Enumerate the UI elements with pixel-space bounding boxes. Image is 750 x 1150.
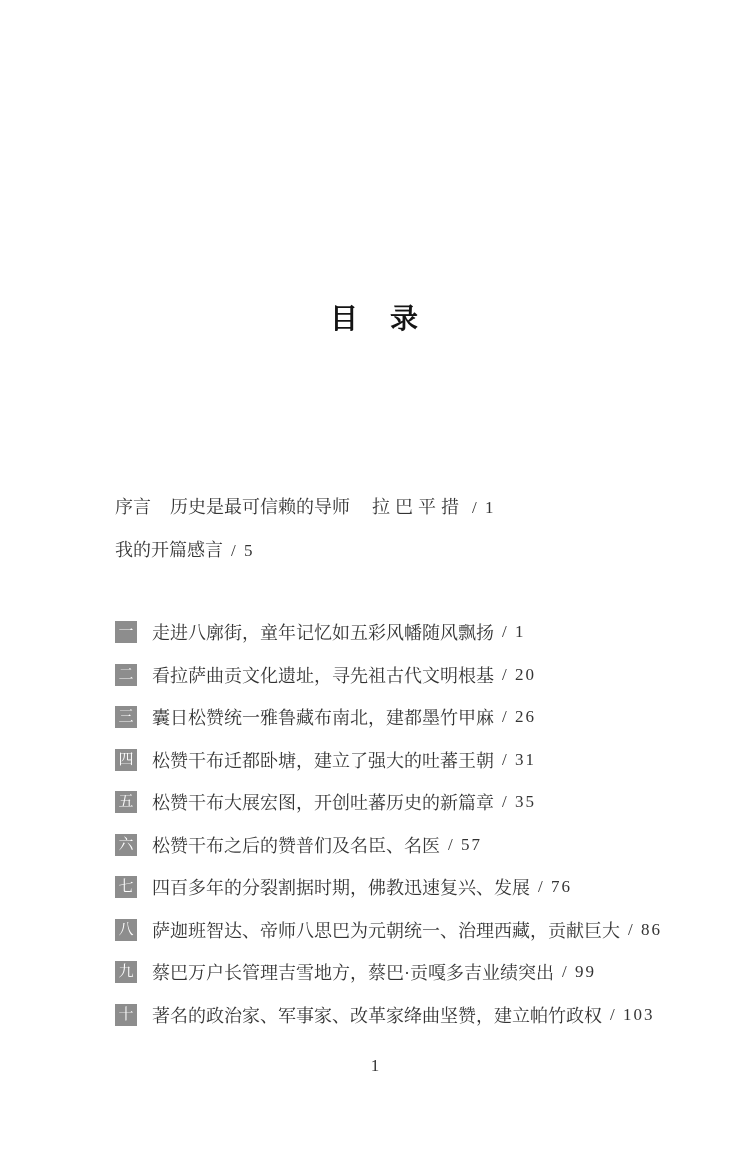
preface-label: 序言 <box>115 497 151 517</box>
chapter-title: 松赞干布迁都卧塘，建立了强大的吐蕃王朝 <box>152 750 494 771</box>
chapter-number-badge: 七 <box>115 876 137 898</box>
preface-entry <box>115 539 495 561</box>
preface-entry <box>115 496 495 518</box>
toc-entry <box>115 749 662 771</box>
toc-title: 目 录 <box>329 304 420 335</box>
toc-entry <box>115 706 662 728</box>
preface-section <box>115 496 495 582</box>
page-ref: / 99 <box>562 962 596 981</box>
page-ref: / 76 <box>538 877 572 896</box>
page-ref: / 5 <box>231 541 255 560</box>
chapter-title: 萨迦班智达、帝师八思巴为元朝统一、治理西藏，贡献巨大 <box>152 920 620 941</box>
chapter-title: 松赞干布大展宏图，开创吐蕃历史的新篇章 <box>152 793 494 813</box>
chapter-number-badge: 六 <box>115 834 137 856</box>
toc-entry <box>115 876 662 898</box>
page-ref: / 57 <box>448 834 482 854</box>
chapter-number-badge: 二 <box>115 664 137 686</box>
chapter-title: 松赞干布之后的赞普们及名臣、名医 <box>152 835 440 856</box>
page-ref: / 31 <box>502 749 536 769</box>
page-ref: / 1 <box>472 498 496 517</box>
chapter-number-badge: 九 <box>115 961 137 983</box>
page-ref: / 26 <box>502 707 536 726</box>
toc-entry <box>115 834 662 856</box>
page-ref: / 35 <box>502 792 536 811</box>
chapter-list <box>115 621 662 1046</box>
page-ref: / 103 <box>610 1004 655 1024</box>
chapter-title: 走进八廓街，童年记忆如五彩风幡随风飘扬 <box>152 623 494 643</box>
toc-entry <box>115 621 662 643</box>
chapter-title: 囊日松赞统一雅鲁藏布南北，建都墨竹甲麻 <box>152 708 494 728</box>
chapter-title: 著名的政治家、军事家、改革家绛曲坚赞，建立帕竹政权 <box>152 1005 602 1026</box>
page-ref: / 20 <box>502 664 536 684</box>
chapter-number-badge: 一 <box>115 621 137 643</box>
chapter-number-badge: 三 <box>115 706 137 728</box>
page-ref: / 86 <box>628 919 662 939</box>
chapter-title: 看拉萨曲贡文化遗址，寻先祖古代文明根基 <box>152 665 494 686</box>
chapter-title: 蔡巴万户长管理吉雪地方，蔡巴·贡嘎多吉业绩突出 <box>152 963 554 983</box>
preface-title: 历史是最可信赖的导师 <box>170 497 350 517</box>
toc-entry <box>115 664 662 686</box>
page-ref: / 1 <box>502 622 526 641</box>
page-number: 1 <box>370 1056 380 1075</box>
toc-entry <box>115 1004 662 1026</box>
preface-author: 拉巴平措 <box>372 497 464 517</box>
chapter-number-badge: 八 <box>115 919 137 941</box>
chapter-number-badge: 四 <box>115 749 137 771</box>
preface-title: 我的开篇感言 <box>115 540 223 560</box>
toc-entry <box>115 919 662 941</box>
chapter-number-badge: 五 <box>115 791 137 813</box>
chapter-number-badge: 十 <box>115 1004 137 1026</box>
chapter-title: 四百多年的分裂割据时期，佛教迅速复兴、发展 <box>152 878 530 898</box>
toc-entry <box>115 961 662 983</box>
toc-entry <box>115 791 662 813</box>
